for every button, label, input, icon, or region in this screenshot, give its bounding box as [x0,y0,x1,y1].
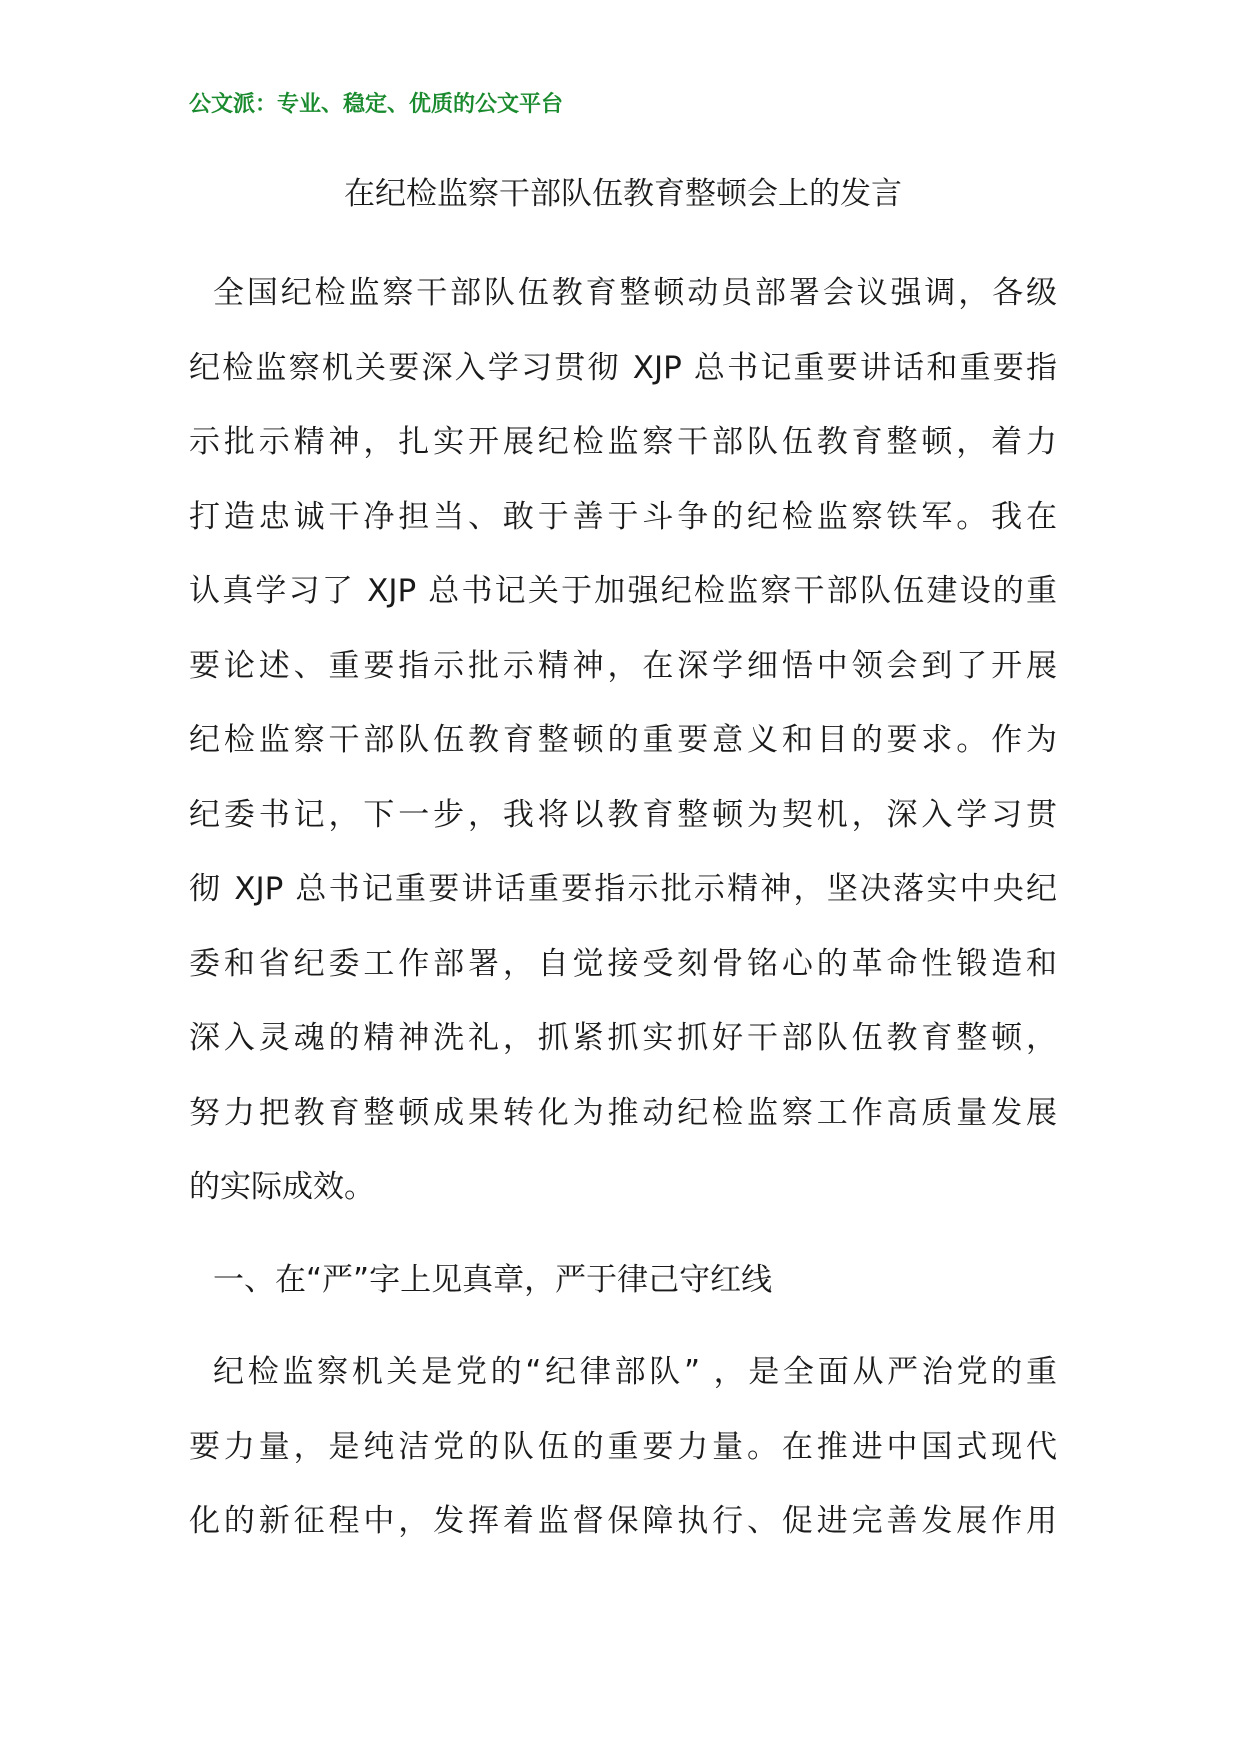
paragraph-line: 打造忠诚干净担当、敢于善于斗争的纪检监察铁军。我在 [189,498,1057,535]
paragraph-line: 纪检监察机关是党的“纪律部队” ，是全面从严治党的重 [213,1354,1057,1390]
paragraph-line: 纪检监察干部队伍教育整顿的重要意义和目的要求。作为 [189,722,1057,758]
paragraph-line: 委和省纪委工作部署，自觉接受刻骨铭心的革命性锻造和 [189,945,1057,982]
paragraph-line: 化的新征程中，发挥着监督保障执行、促进完善发展作用 [189,1503,1057,1539]
header-brand: 公文派：专业、稳定、优质的公文平台 [189,92,564,117]
paragraph-line: 示批示精神，扎实开展纪检监察干部队伍教育整顿，着力 [189,424,1057,460]
paragraph-2 [189,1335,1057,1559]
paragraph-line: 深入灵魂的精神洗礼，抓紧抓实抓好干部队伍教育整顿， [189,1020,1057,1056]
paragraph-line: 纪委书记，下一步，我将以教育整顿为契机，深入学习贯 [189,796,1057,833]
paragraph-line: 的实际成效。 [189,1169,375,1205]
paragraph-line: 要力量，是纯洁党的队伍的重要力量。在推进中国式现代 [189,1428,1057,1465]
section-1-heading: 一、在“严”字上见真章，严于律己守红线 [213,1262,773,1298]
paragraph-1 [189,256,1057,1225]
paragraph-line: 认真学习了 XJP 总书记关于加强纪检监察干部队伍建设的重 [189,573,1057,609]
paragraph-line: 努力把教育整顿成果转化为推动纪检监察工作高质量发展 [189,1094,1057,1131]
document-title: 在纪检监察干部队伍教育整顿会上的发言 [344,176,902,212]
paragraph-line: 要论述、重要指示批示精神，在深学细悟中领会到了开展 [189,647,1057,684]
paragraph-line: 纪检监察机关要深入学习贯彻 XJP 总书记重要讲话和重要指 [189,349,1057,386]
paragraph-line: 全国纪检监察干部队伍教育整顿动员部署会议强调，各级 [213,275,1057,311]
paragraph-line: 彻 XJP 总书记重要讲话重要指示批示精神，坚决落实中央纪 [189,871,1057,907]
